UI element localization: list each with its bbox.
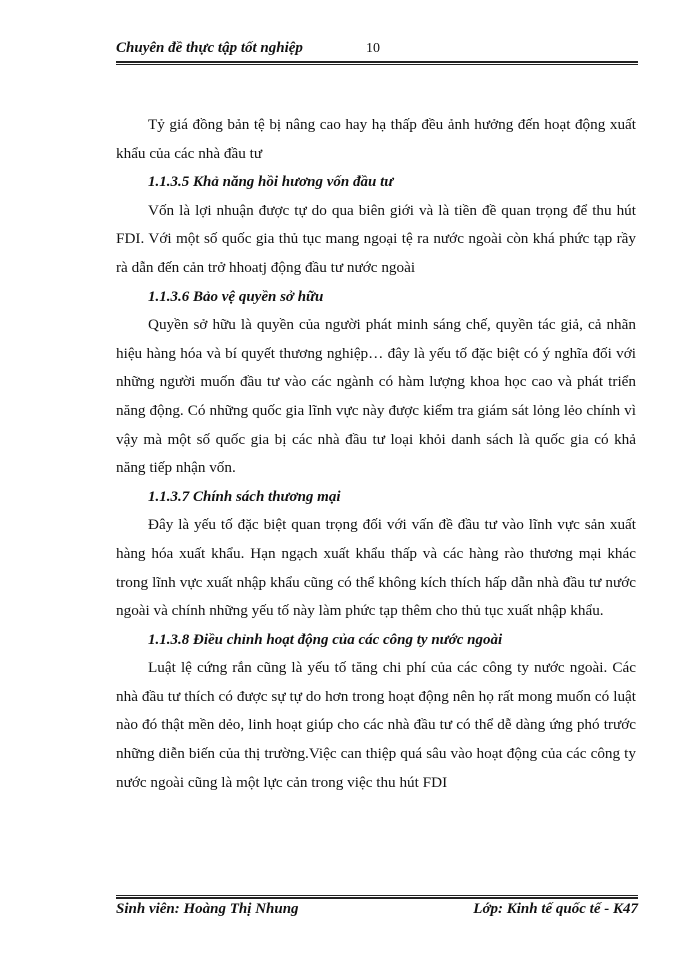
section-heading-1135: 1.1.3.5 Khả năng hồi hương vốn đầu tư <box>148 174 394 191</box>
paragraph-trade-policy: Đây là yếu tố đặc biệt quan trọng đối với vấn đề đầu tư vào lĩnh vực sản xuất hàng hóa xuất khẩu. Hạn ngạch xuất khẩu thấp và các hàng rào thương mại khác trong lĩnh vực xuất nhập khẩu cũng có thể không kích thích hấp dẫn nhà đầu tư nước ngoài và chính những yếu tố này làm phức tạp thêm cho thủ tục xuất nhập khẩu. <box>116 516 636 620</box>
class-name: Lớp: Kinh tế quốc tế - K47 <box>473 901 638 917</box>
header-rule-thick <box>116 61 638 63</box>
page-number: 10 <box>366 41 380 56</box>
footer-rule-thick <box>116 897 638 899</box>
paragraph-foreign-company-regulation: Luật lệ cứng rắn cũng là yếu tố tăng chi phí của các công ty nước ngoài. Các nhà đầu tư thích có được sự tự do hơn trong hoạt động nên họ rất mong muốn có luật nào đó thật mền dẻo, linh hoạt giúp cho các nhà đầu tư có thể dễ dàng ứng phó trước những diễn biến của thị trường.Việc can thiệp quá sâu vào hoạt động của các công ty nước ngoài cũng là một lực cản trong việc thu hút FDI <box>116 659 636 791</box>
page-header <box>116 40 638 62</box>
footer-rule-thin <box>116 895 638 896</box>
paragraph-property-rights: Quyền sở hữu là quyền của người phát minh sáng chế, quyền tác giả, cả nhãn hiệu hàng hóa và bí quyết thương nghiệp… đây là yếu tố đặc biệt có ý nghĩa đối với những người muốn đầu tư vào các ngành có hàm lượng khoa học cao và phát triển năng động. Có những quốc gia lĩnh vực này được kiểm tra giám sát lỏng lẻo chính vì vậy mà một số quốc gia bị các nhà đầu tư loại khỏi danh sách là quốc gia có khả năng tiếp nhận vốn. <box>116 316 636 477</box>
section-heading-1136: 1.1.3.6 Bảo vệ quyền sở hữu <box>148 288 324 305</box>
document-title: Chuyên đề thực tập tốt nghiệp <box>116 40 303 56</box>
document-body <box>116 111 636 797</box>
student-name: Sinh viên: Hoàng Thị Nhung <box>116 901 299 917</box>
section-heading-1137: 1.1.3.7 Chính sách thương mại <box>148 488 341 505</box>
page-footer <box>116 901 638 923</box>
paragraph-capital-repatriation: Vốn là lợi nhuận được tự do qua biên giới và là tiền đề quan trọng để thu hút FDI. Với một số quốc gia thủ tục mang ngoại tệ ra nước ngoài còn khá phức tạp rầy rà dẫn đến cản trở hhoatj động đầu tư nước ngoài <box>116 201 636 276</box>
paragraph-exchange-rate: Tỷ giá đồng bản tệ bị nâng cao hay hạ thấp đều ảnh hưởng đến hoạt động xuất khẩu của các nhà đầu tư <box>116 116 636 162</box>
section-heading-1138: 1.1.3.8 Điều chỉnh hoạt động của các công ty nước ngoài <box>148 631 503 648</box>
header-rule-thin <box>116 64 638 65</box>
